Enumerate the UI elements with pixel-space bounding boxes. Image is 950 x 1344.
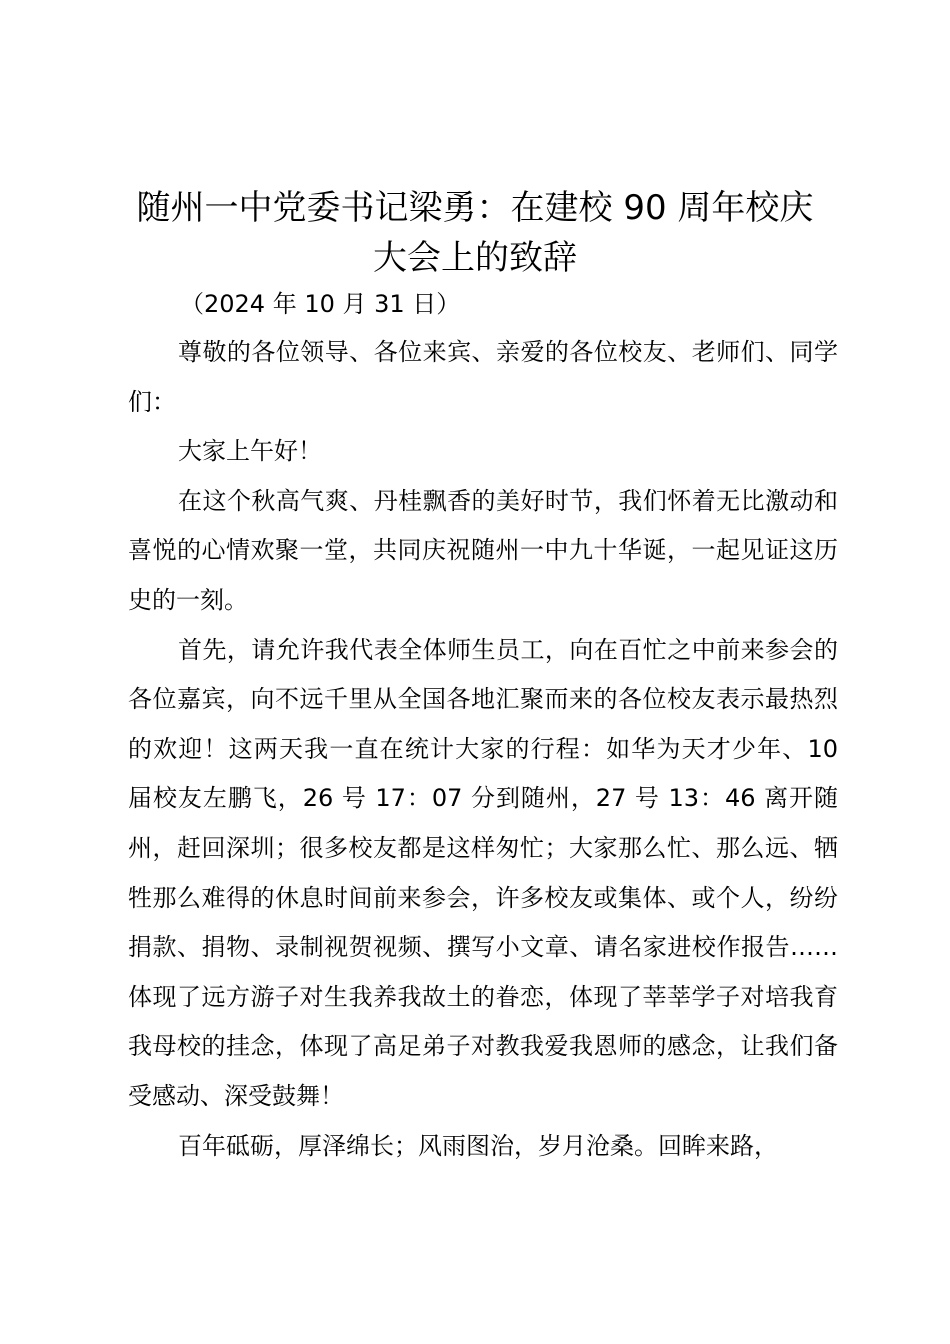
document-title-line-2: 大会上的致辞 [373,238,577,278]
paragraph-welcome: 首先，请允许我代表全体师生员工，向在百忙之中前来参会的各位嘉宾，向不远千里从全国各地汇聚而来的各位校友表示最热烈的欢迎！这两天我一直在统计大家的行程：如华为天才少年、10 届校友左鹏飞，26 号 17：07 分到随州，27 号 13：46 离开随州，赶回深圳；很多校友都是这样匆忙；大家那么忙、那么远、牺牲那么难得的休息时间前来参会，许多校友或集体、或个人，纷纷捐款、捐物、录制视贺视频、撰写小文章、请名家进校作报告……体现了远方游子对生我养我故土的眷恋，体现了莘莘学子对培我育我母校的挂念，体现了高足弟子对教我爱我恩师的感念，让我们备受感动、深受鼓舞！ [128,635,838,1110]
paragraph-history: 百年砥砺，厚泽绵长；风雨图治，岁月沧桑。回眸来路， [178,1131,778,1160]
document-title-line-1: 随州一中党委书记梁勇：在建校 90 周年校庆 [136,188,814,228]
document-body [128,328,838,1171]
paragraph-opening: 在这个秋高气爽、丹桂飘香的美好时节，我们怀着无比激动和喜悦的心情欢聚一堂，共同庆祝随州一中九十华诞，一起见证这历史的一刻。 [128,486,838,614]
paragraph-salutation: 尊敬的各位领导、各位来宾、亲爱的各位校友、老师们、同学们： [128,338,838,416]
document-date: （2024 年 10 月 31 日） [180,290,461,318]
paragraph-greeting: 大家上午好！ [178,437,322,466]
